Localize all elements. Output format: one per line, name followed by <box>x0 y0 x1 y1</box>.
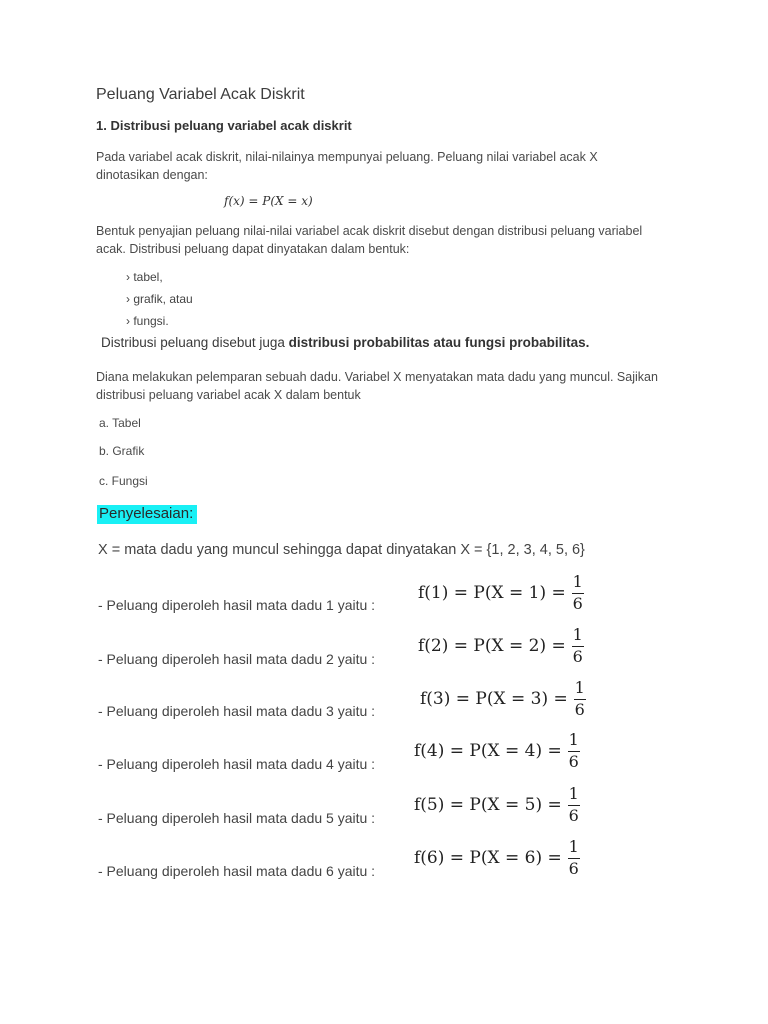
fraction-denominator: 6 <box>568 806 579 825</box>
fraction <box>568 731 580 771</box>
probability-formula <box>418 626 584 666</box>
probability-formula <box>414 785 580 825</box>
solution-label: Penyelesaian: <box>97 505 197 524</box>
probability-label: - Peluang diperoleh hasil mata dadu 3 yaitu : <box>98 703 376 719</box>
fraction-denominator: 6 <box>572 647 583 666</box>
note-plain: Distribusi peluang disebut juga <box>101 335 289 350</box>
definition-formula: f(x) = P(X = x) <box>224 194 313 208</box>
fraction-numerator: 1 <box>572 625 583 644</box>
fraction <box>572 626 584 666</box>
problem-text-line-2: distribusi peluang variabel acak X dalam bentuk <box>96 388 361 402</box>
probability-formula <box>414 731 580 771</box>
probability-formula <box>420 679 586 719</box>
probability-expression: f(6) = P(X = 6) = <box>414 848 562 868</box>
fraction-numerator: 1 <box>572 572 583 591</box>
note-bold: distribusi probabilitas atau fungsi probabilitas. <box>288 335 590 350</box>
bentuk-text-line-1: Bentuk penyajian peluang nilai-nilai variabel acak diskrit disebut dengan distribusi peluang variabel <box>96 224 643 238</box>
probability-label: - Peluang diperoleh hasil mata dadu 1 yaitu : <box>98 597 376 613</box>
intro-text-line-1: Pada variabel acak diskrit, nilai-nilainya mempunyai peluang. Peluang nilai variabel acak X <box>96 150 598 164</box>
fraction-numerator: 1 <box>568 784 579 803</box>
probability-label: - Peluang diperoleh hasil mata dadu 2 yaitu : <box>98 651 376 667</box>
fraction-numerator: 1 <box>568 730 579 749</box>
fraction-numerator: 1 <box>574 678 585 697</box>
probability-expression: f(3) = P(X = 3) = <box>420 689 568 709</box>
fraction <box>568 785 580 825</box>
bullet-item: › tabel, <box>126 270 163 284</box>
sample-space-statement: X = mata dadu yang muncul sehingga dapat dinyatakan X = {1, 2, 3, 4, 5, 6} <box>98 542 585 558</box>
probability-expression: f(4) = P(X = 4) = <box>414 741 562 761</box>
option-item: b. Grafik <box>99 444 145 458</box>
fraction-numerator: 1 <box>568 837 579 856</box>
intro-text-line-2: dinotasikan dengan: <box>96 168 208 182</box>
probability-expression: f(5) = P(X = 5) = <box>414 795 562 815</box>
fraction-denominator: 6 <box>572 594 583 613</box>
probability-expression: f(1) = P(X = 1) = <box>418 583 566 603</box>
probability-formula <box>418 573 584 613</box>
problem-text-line-1: Diana melakukan pelemparan sebuah dadu. Variabel X menyatakan mata dadu yang muncul. Sajikan <box>96 370 658 384</box>
page-title: Peluang Variabel Acak Diskrit <box>96 86 305 103</box>
note-text <box>101 335 589 350</box>
fraction-denominator: 6 <box>574 700 585 719</box>
fraction <box>574 679 586 719</box>
probability-expression: f(2) = P(X = 2) = <box>418 636 566 656</box>
probability-label: - Peluang diperoleh hasil mata dadu 6 yaitu : <box>98 863 376 879</box>
bullet-item: › grafik, atau <box>126 292 193 306</box>
option-item: a. Tabel <box>99 416 141 430</box>
probability-label: - Peluang diperoleh hasil mata dadu 4 yaitu : <box>98 756 376 772</box>
section-heading: 1. Distribusi peluang variabel acak diskrit <box>96 118 352 133</box>
fraction <box>572 573 584 613</box>
bentuk-text-line-2: acak. Distribusi peluang dapat dinyatakan dalam bentuk: <box>96 242 410 256</box>
fraction-denominator: 6 <box>568 752 579 771</box>
fraction-denominator: 6 <box>568 859 579 878</box>
bullet-item: › fungsi. <box>126 314 169 328</box>
probability-formula <box>414 838 580 878</box>
fraction <box>568 838 580 878</box>
probability-label: - Peluang diperoleh hasil mata dadu 5 yaitu : <box>98 810 376 826</box>
option-item: c. Fungsi <box>99 474 148 488</box>
